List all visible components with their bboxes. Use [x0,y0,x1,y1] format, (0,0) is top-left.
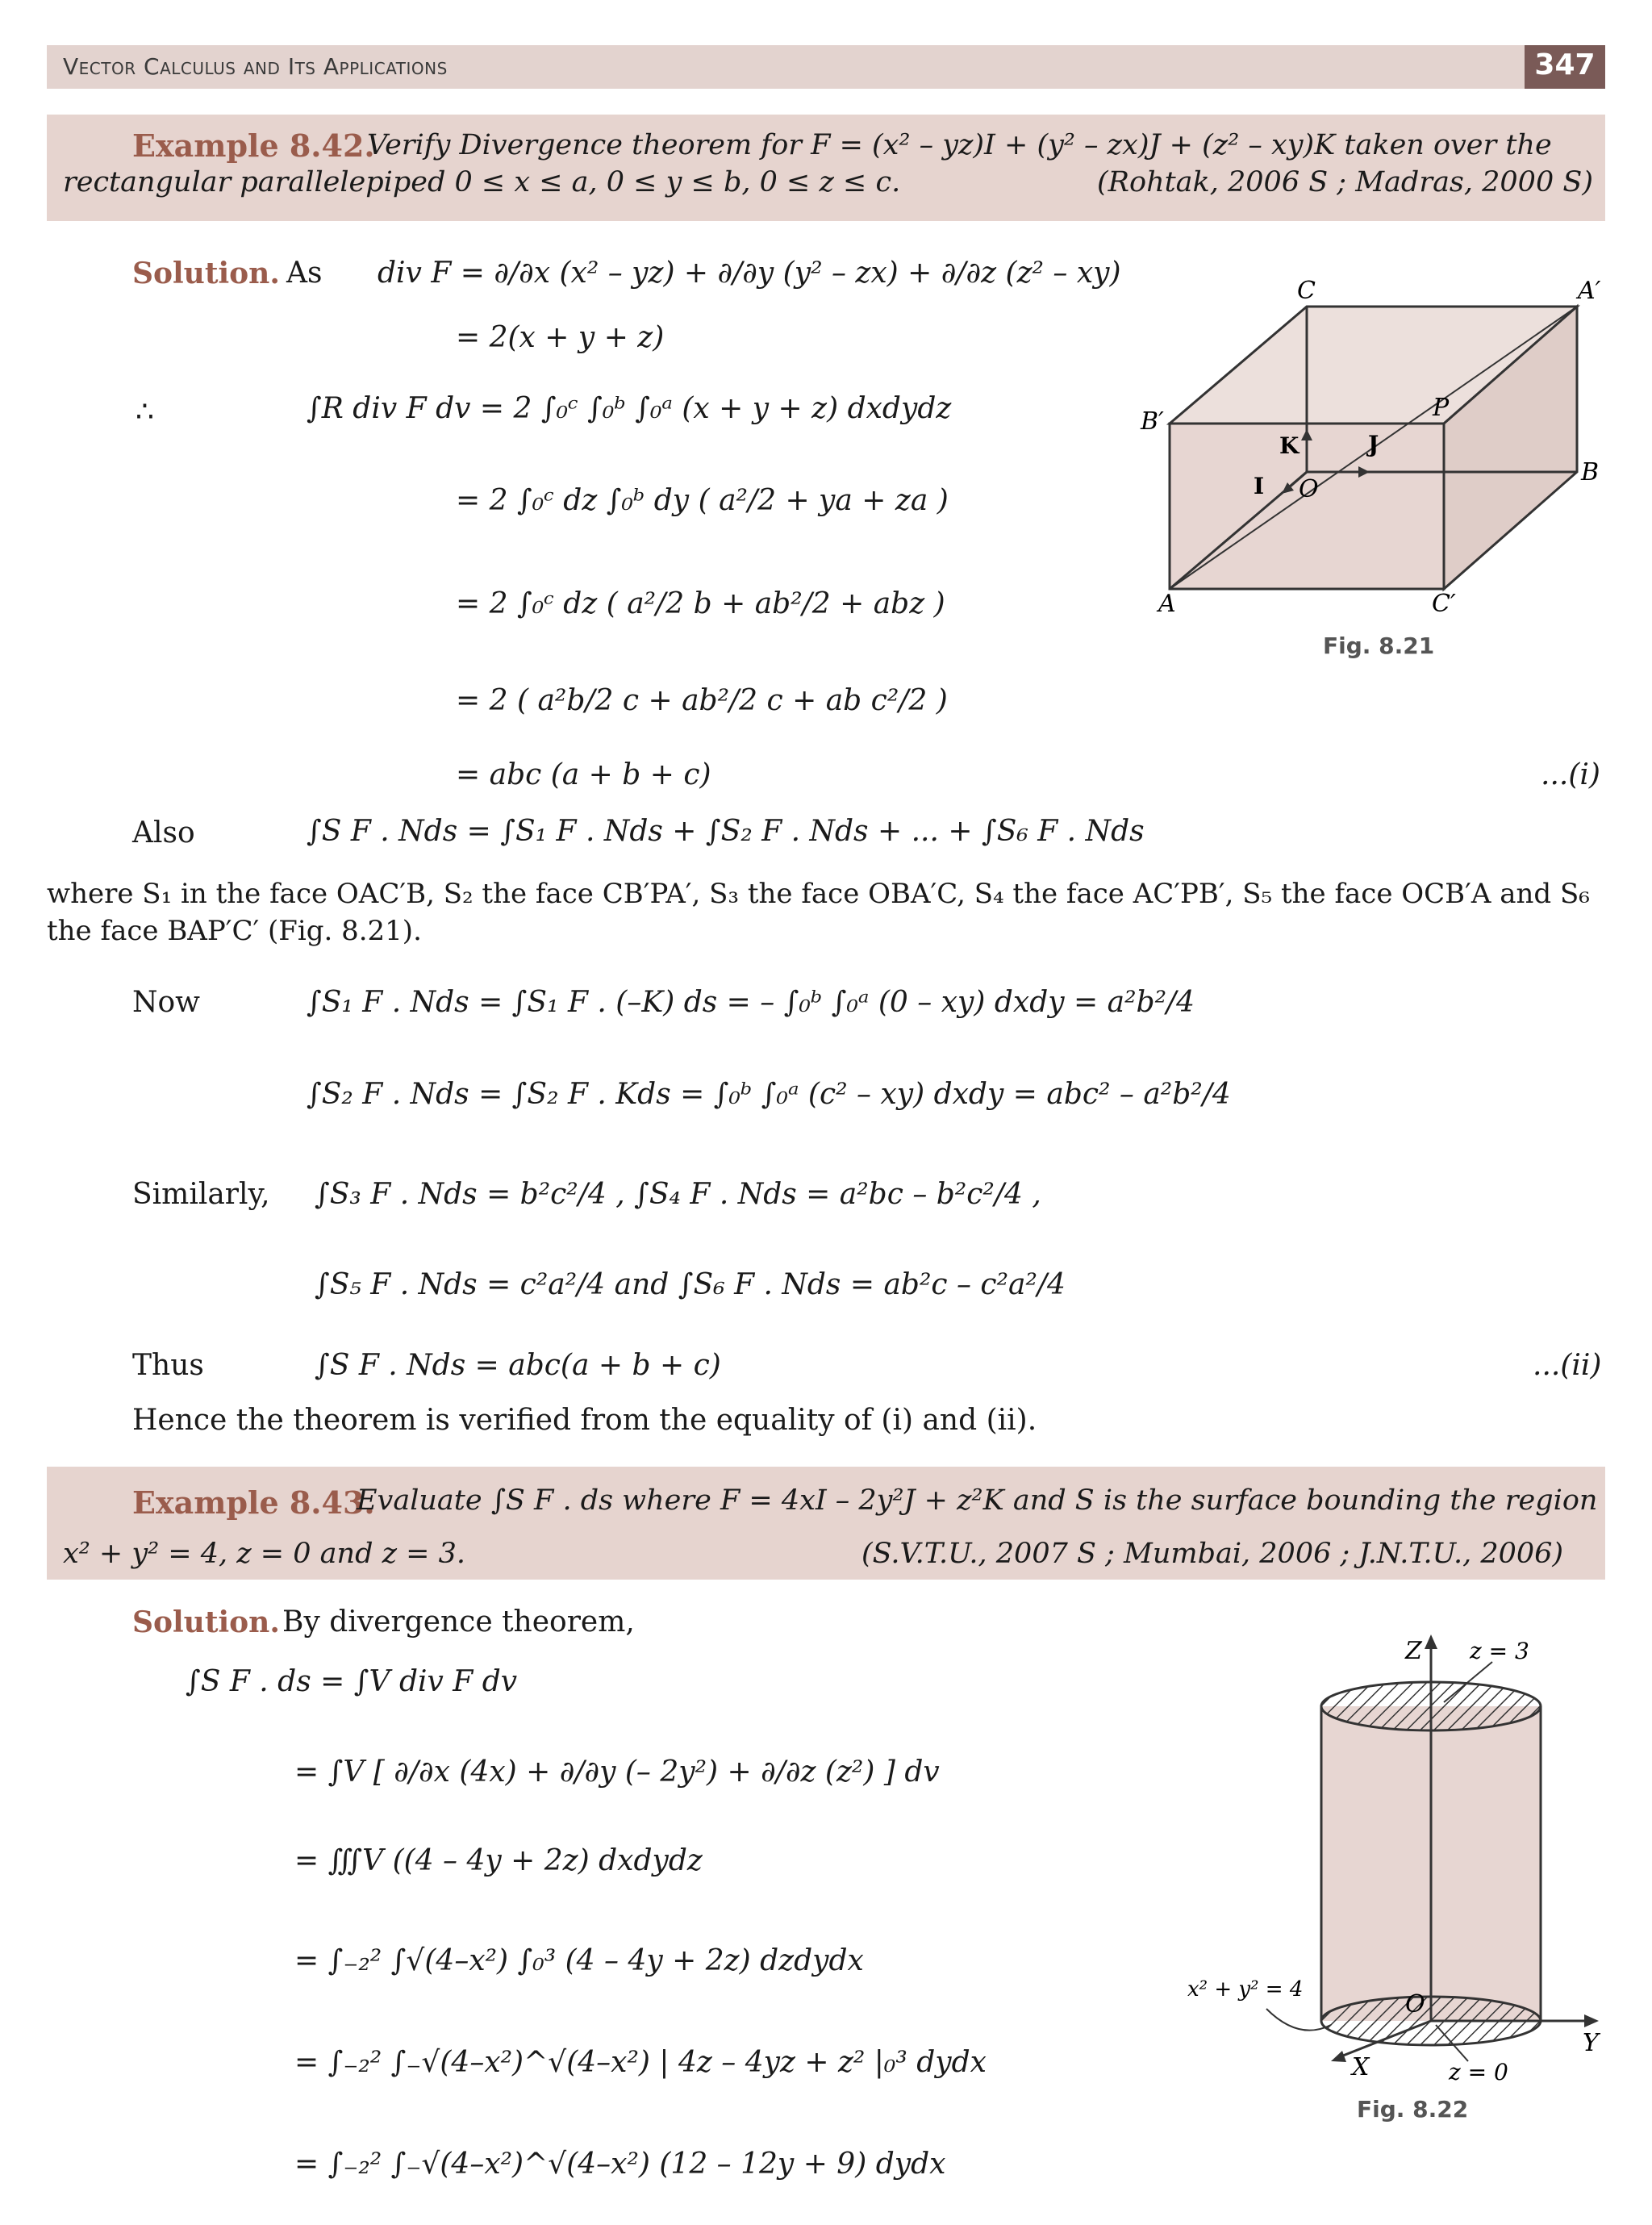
label-b: B [1581,458,1600,486]
label-origin: O [1405,1990,1425,2018]
example-8-42-label: Example 8.42. [132,127,375,164]
eq-843-4: = ∫₋₂² ∫√(4–x²) ∫₀³ (4 – 4y + 2z) dzdydx [294,1944,864,1977]
eq-s5-s6: ∫S₅ F . Nds = c²a²/4 and ∫S₆ F . Nds = ab²c – c²a²/4 [315,1268,1066,1301]
label-a: A [1158,590,1176,618]
label-y-axis: Y [1583,2029,1599,2057]
running-title: Vector Calculus and Its Applications [63,53,448,80]
label-circle-eq: x² + y² = 4 [1187,1977,1304,2002]
solution-as: As [286,257,323,290]
label-c-prime: C′ [1432,590,1456,618]
conclusion-text: Hence the theorem is verified from the equality of (i) and (ii). [132,1404,1037,1437]
example-8-42-statement-line1: Verify Divergence theorem for F = (x² – yz)I + (y² – zx)J + (z² – xy)K taken over the [367,129,1552,161]
figure-8-22 [1178,1630,1629,2098]
example-8-43-statement-line2: x² + y² = 4, z = 0 and z = 3. [63,1538,466,1570]
example-8-43-source: (S.V.T.U., 2007 S ; Mumbai, 2006 ; J.N.T.U., 2006) [861,1538,1564,1570]
figure-8-21-caption: Fig. 8.21 [1323,632,1435,659]
equation-ref-i: ...(i) [1541,758,1600,791]
page-number: 347 [1534,48,1596,81]
example-8-43-statement-line1: Evaluate ∫S F . ds where F = 4xI – 2y²J + z²K and S is the surface bounding the region [357,1484,1598,1517]
where-text-line1: where S₁ in the face OAC′B, S₂ the face CB′PA′, S₃ the face OBA′C, S₄ the face AC′PB′, S₅ the face OCB′A and S₆ [47,878,1590,910]
eq-843-5: = ∫₋₂² ∫₋√(4–x²)^√(4–x²) | 4z – 4yz + z² |₀³ dydx [294,2046,987,2079]
solution-8-43-intro: By divergence theorem, [282,1605,635,1638]
where-text-line2: the face BAP′C′ (Fig. 8.21). [47,915,422,947]
label-o: O [1299,475,1319,503]
eq-div-f-result: = 2(x + y + z) [456,321,665,354]
eq-step-2: = 2 ∫₀ᶜ dz ( a²/2 b + ab²/2 + abz ) [456,587,945,620]
label-j: J [1368,431,1379,457]
label-a-prime: A′ [1578,277,1601,305]
example-8-43-label: Example 8.43. [132,1484,375,1521]
eq-step-4: = abc (a + b + c) [456,758,711,791]
eq-total: ∫S F . Nds = abc(a + b + c) [315,1349,721,1382]
eq-step-1: = 2 ∫₀ᶜ dz ∫₀ᵇ dy ( a²/2 + ya + za ) [456,484,949,517]
eq-s1: ∫S₁ F . Nds = ∫S₁ F . (–K) ds = – ∫₀ᵇ ∫₀ᵃ (0 – xy) dxdy = a²b²/4 [307,986,1195,1019]
eq-843-6: = ∫₋₂² ∫₋√(4–x²)^√(4–x²) (12 – 12y + 9) dydx [294,2148,946,2181]
thus-label: Thus [132,1349,204,1382]
eq-step-3: = 2 ( a²b/2 c + ab²/2 c + ab c²/2 ) [456,684,948,717]
eq-surface-sum: ∫S F . Nds = ∫S₁ F . Nds + ∫S₂ F . Nds + ... + ∫S₆ F . Nds [307,815,1145,848]
eq-s3-s4: ∫S₃ F . Nds = b²c²/4 , ∫S₄ F . Nds = a²bc – b²c²/4 , [315,1178,1041,1211]
eq-843-1: ∫S F . ds = ∫V div F dv [186,1665,518,1698]
figure-8-21 [1129,274,1613,662]
label-i: I [1254,473,1265,499]
now-label: Now [132,986,200,1019]
label-z: Z [1405,1637,1422,1665]
label-x-axis: X [1352,2053,1370,2081]
equation-ref-ii: ...(ii) [1533,1349,1602,1382]
similarly-label: Similarly, [132,1178,270,1211]
solution-label: Solution. [132,257,280,290]
example-8-42-statement-line2: rectangular parallelepiped 0 ≤ x ≤ a, 0 ≤ y ≤ b, 0 ≤ z ≤ c. [63,166,901,198]
also-label: Also [132,816,195,850]
label-z-equals-0: z = 0 [1449,2059,1508,2085]
therefore-symbol: ∴ [136,395,154,428]
label-c: C [1297,277,1316,305]
eq-843-3: = ∭V ((4 – 4y + 2z) dxdydz [294,1844,703,1877]
label-z-equals-3: z = 3 [1470,1638,1529,1664]
example-8-42-source: (Rohtak, 2006 S ; Madras, 2000 S) [1097,166,1593,198]
label-k: K [1279,432,1299,459]
eq-843-2: = ∫V [ ∂/∂x (4x) + ∂/∂y (– 2y²) + ∂/∂z (z²) ] dv [294,1755,940,1789]
eq-s2: ∫S₂ F . Nds = ∫S₂ F . Kds = ∫₀ᵇ ∫₀ᵃ (c² – xy) dxdy = abc² – a²b²/4 [307,1078,1231,1111]
solution-8-43-label: Solution. [132,1605,280,1639]
eq-div-f: div F = ∂/∂x (x² – yz) + ∂/∂y (y² – zx) + ∂/∂z (z² – xy) [378,257,1121,290]
eq-volume-integral: ∫R div F dv = 2 ∫₀ᶜ ∫₀ᵇ ∫₀ᵃ (x + y + z) dxdydz [307,392,952,425]
label-p: P [1433,394,1450,422]
label-b-prime: B′ [1141,407,1164,436]
figure-8-22-caption: Fig. 8.22 [1357,2096,1469,2123]
